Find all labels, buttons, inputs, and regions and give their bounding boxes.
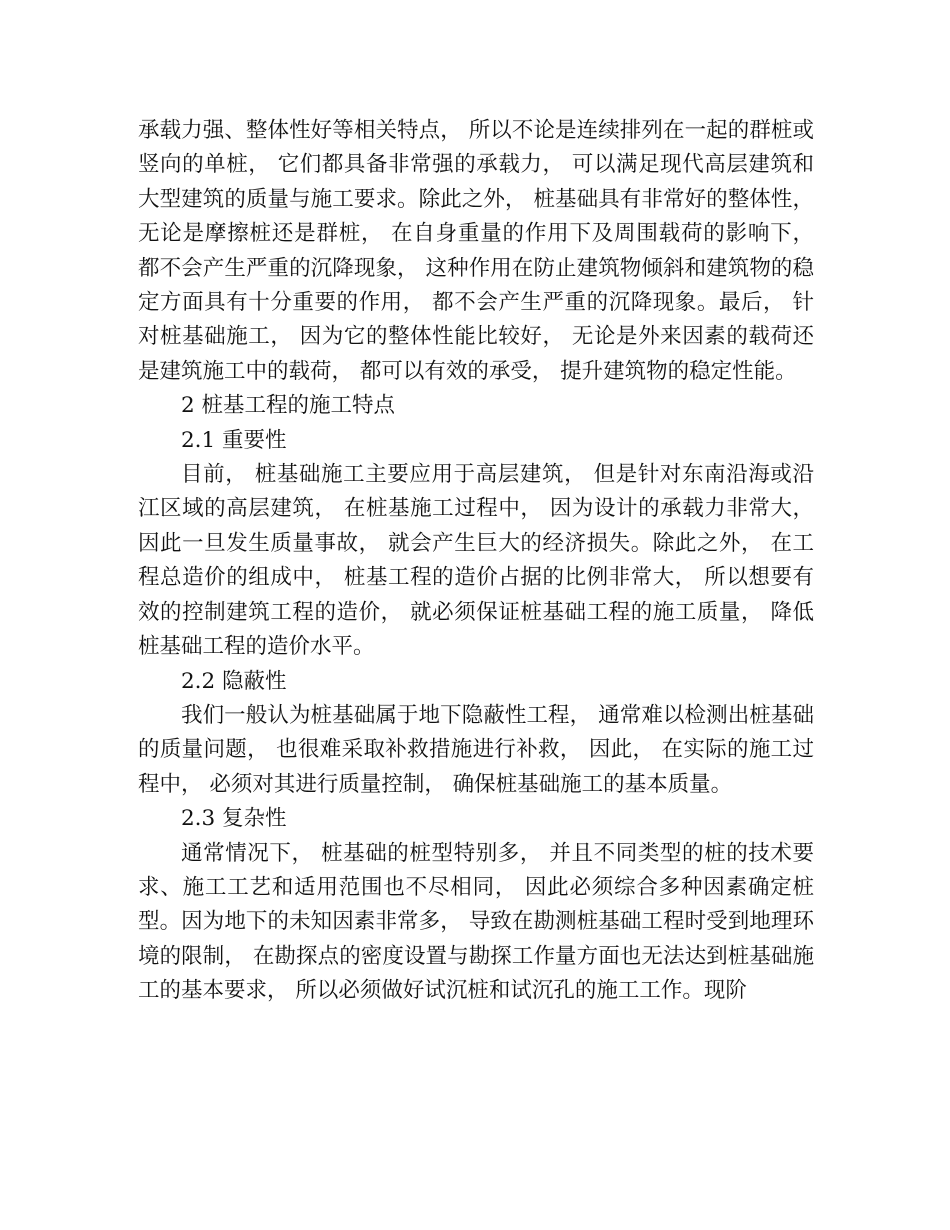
paragraph-load-capacity: 承载力强、整体性好等相关特点， 所以不论是连续排列在一起的群桩或竖向的单桩， 它们都具备非常强的承载力， 可以满足现代高层建筑和大型建筑的质量与施工要求。除此之外， 桩基础具有非常好的整体性， 无论是摩擦桩还是群桩， 在自身重量的作用下及周围载荷的影响下， 都不会产生严重的沉降现象， 这种作用在防止建筑物倾斜和建筑物的稳定方面具有十分重要的作用， 都不会产生严重的沉降现象。最后， 针对桩基础施工， 因为它的整体性能比较好， 无论是外来因素的载荷还是建筑施工中的载荷， 都可以有效的承受， 提升建筑物的稳定性能。 bbox=[138, 118, 814, 384]
document-page bbox=[138, 114, 814, 1009]
subsection-heading-2-3: 2.3 复杂性 bbox=[181, 806, 287, 832]
paragraph-concealment: 我们一般认为桩基础属于地下隐蔽性工程， 通常难以检测出桩基础的质量问题， 也很难采取补救措施进行补救， 因此， 在实际的施工过程中， 必须对其进行质量控制， 确保桩基础施工的基本质量。 bbox=[138, 702, 814, 797]
paragraph-complexity: 通常情况下， 桩基础的桩型特别多， 并且不同类型的桩的技术要求、施工工艺和适用范围也不尽相同， 因此必须综合多种因素确定桩型。因为地下的未知因素非常多， 导致在勘测桩基础工程时受到地理环境的限制， 在勘探点的密度设置与勘探工作量方面也无法达到桩基础施工的基本要求， 所以必须做好试沉桩和试沉孔的施工工作。现阶 bbox=[138, 840, 814, 1004]
section-heading-2: 2 桩基工程的施工特点 bbox=[181, 393, 396, 419]
subsection-heading-2-2: 2.2 隐蔽性 bbox=[181, 668, 287, 694]
subsection-heading-2-1: 2.1 重要性 bbox=[181, 427, 287, 453]
paragraph-importance: 目前， 桩基础施工主要应用于高层建筑， 但是针对东南沿海或沿江区域的高层建筑， 在桩基施工过程中， 因为设计的承载力非常大，因此一旦发生质量事故， 就会产生巨大的经济损失。除此之外， 在工程总造价的组成中， 桩基工程的造价占据的比例非常大， 所以想要有效的控制建筑工程的造价， 就必须保证桩基础工程的施工质量， 降低桩基础工程的造价水平。 bbox=[138, 462, 814, 660]
